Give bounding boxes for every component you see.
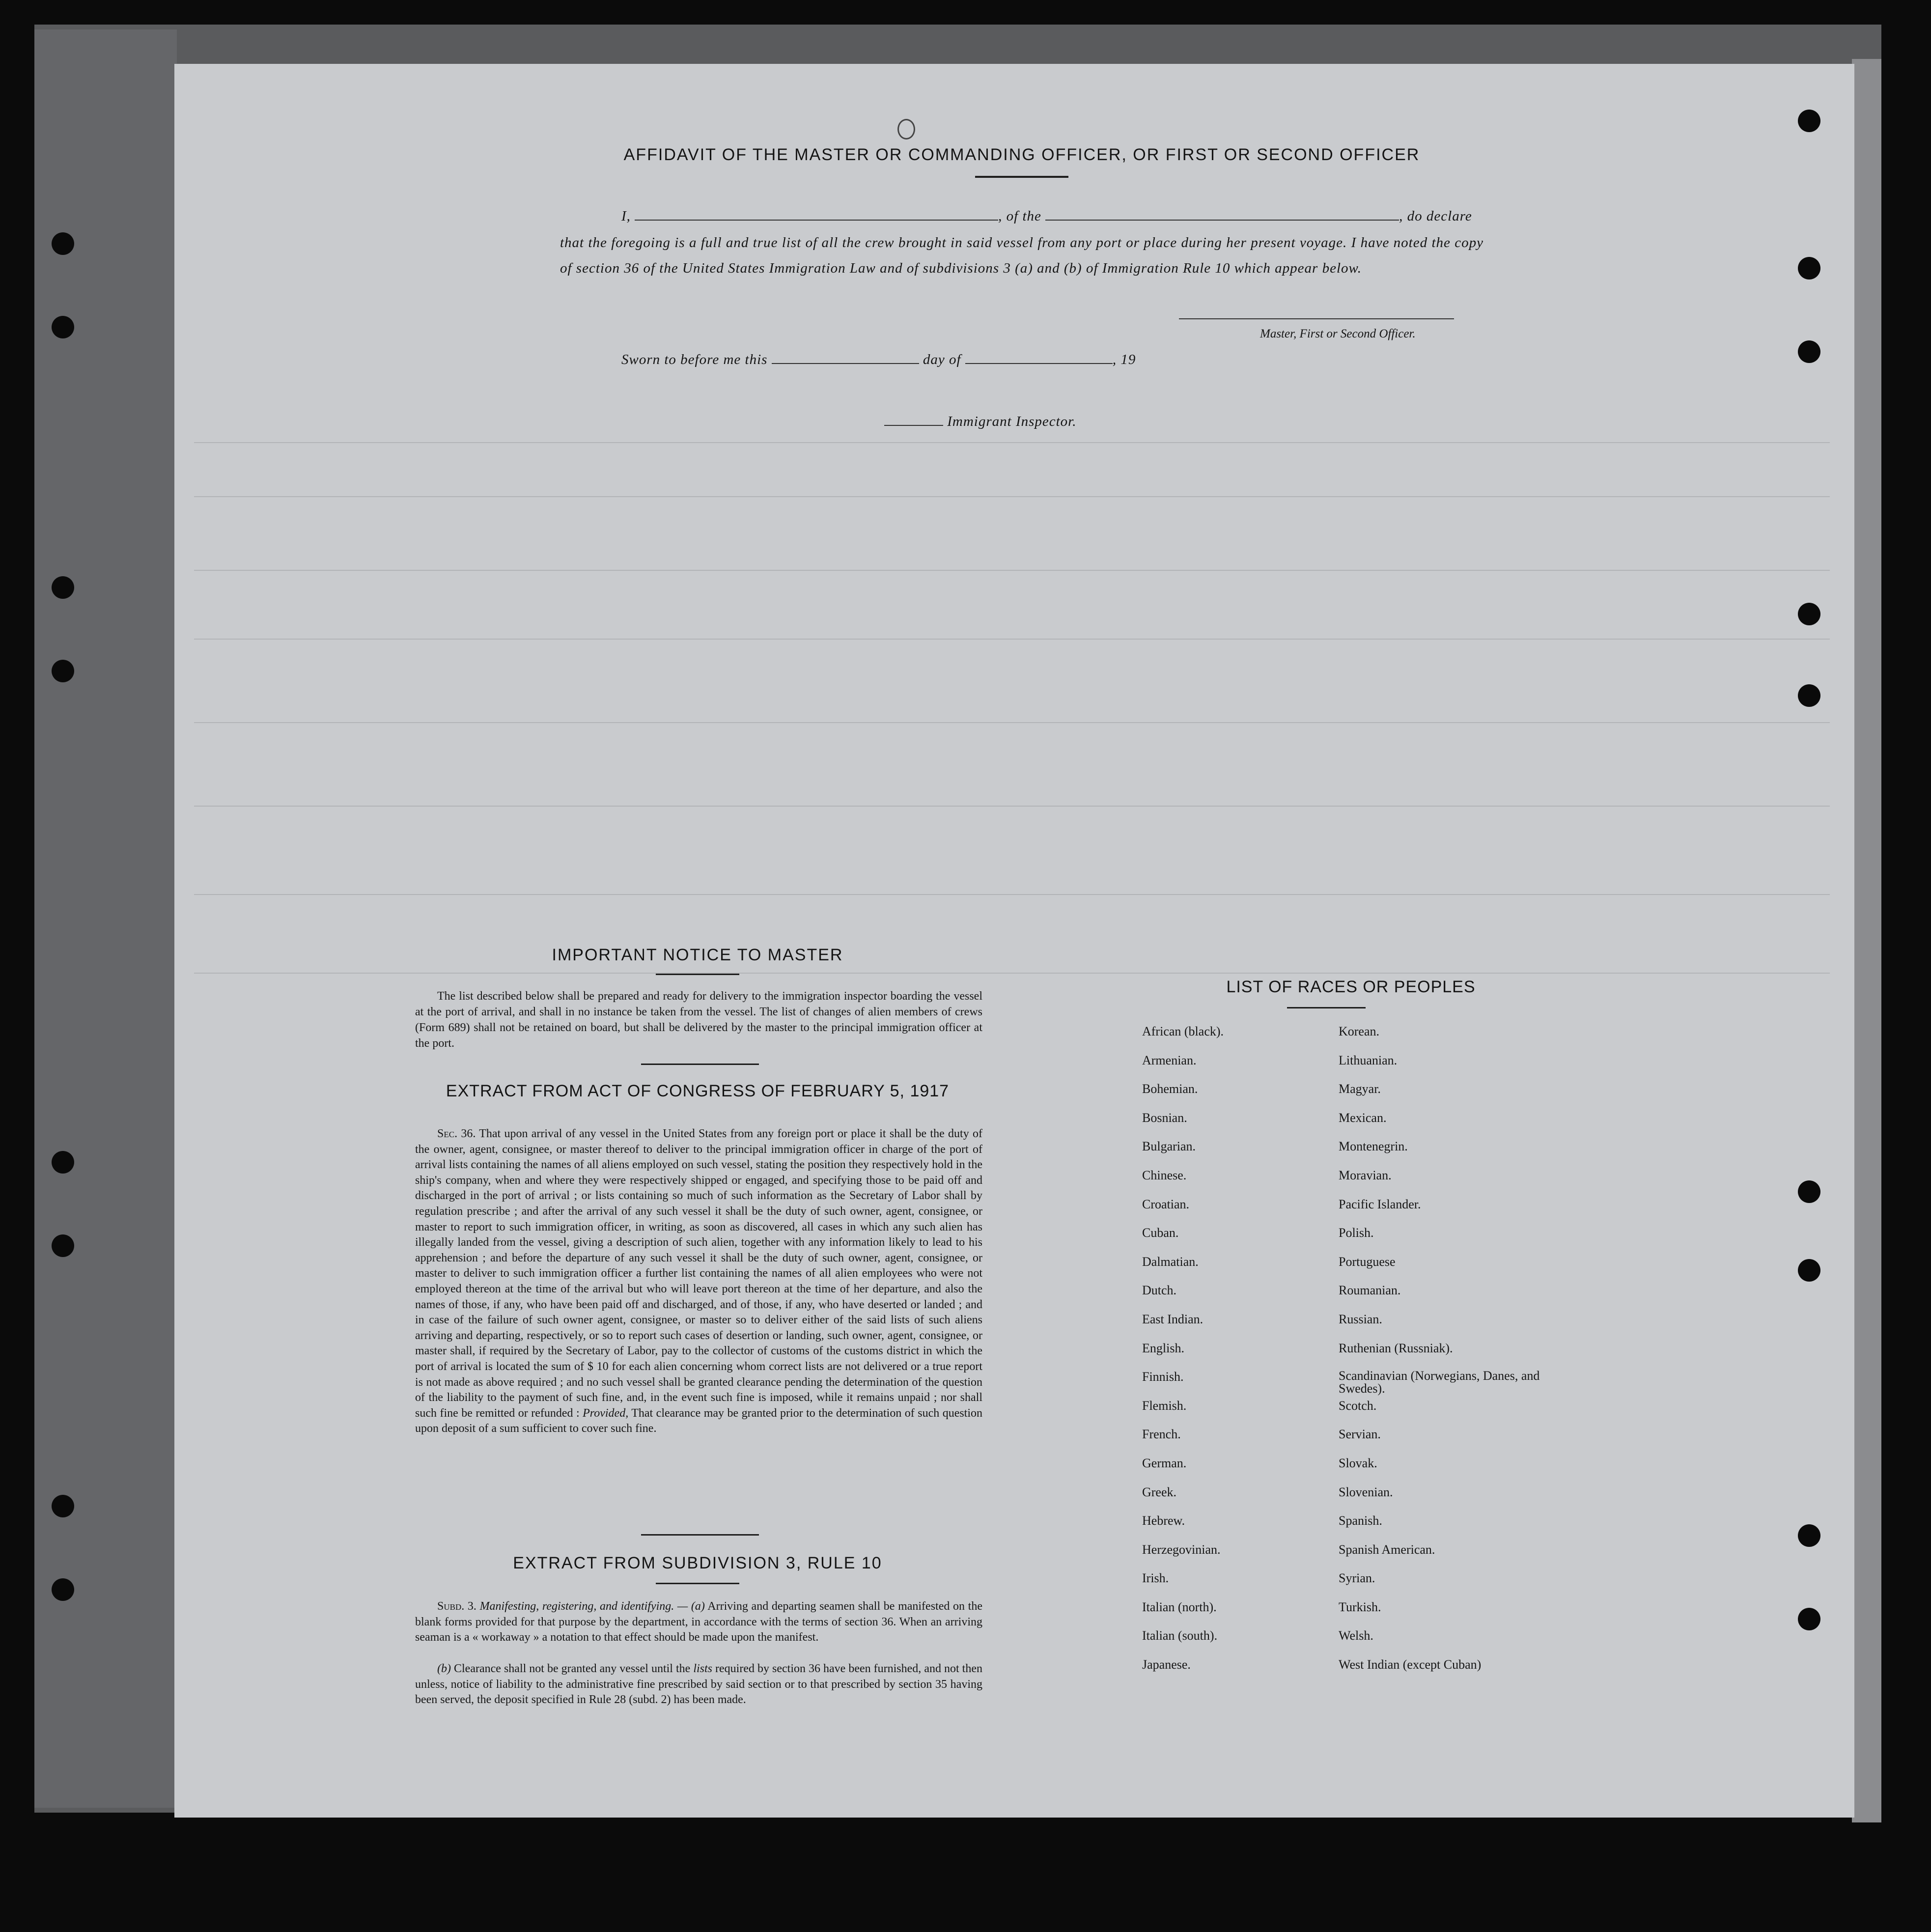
subd-text-b1: Clearance shall not be granted any vessel until the <box>454 1662 691 1675</box>
race-item: Welsh. <box>1339 1628 1373 1643</box>
races-list <box>1142 1024 1565 1686</box>
race-item: Herzegovinian. <box>1142 1542 1221 1557</box>
race-row <box>1142 1053 1565 1082</box>
race-item: German. <box>1142 1456 1187 1470</box>
binder-hole <box>1798 340 1820 363</box>
race-item: Spanish. <box>1339 1513 1382 1528</box>
rule-subd-a <box>415 1599 982 1646</box>
binder-hole <box>52 1495 74 1517</box>
race-item: Armenian. <box>1142 1053 1197 1067</box>
race-row <box>1142 1168 1565 1197</box>
race-item: Italian (south). <box>1142 1628 1218 1643</box>
race-item: Korean. <box>1339 1024 1380 1038</box>
race-row <box>1142 1513 1565 1542</box>
race-item: African (black). <box>1142 1024 1224 1038</box>
title-rule <box>975 176 1068 178</box>
affidavit-title: AFFIDAVIT OF THE MASTER OR COMMANDING OFFICER, OR FIRST OR SECOND OFFICER <box>623 145 1420 164</box>
race-item: Moravian. <box>1339 1168 1392 1182</box>
act-extract-title: EXTRACT FROM ACT OF CONGRESS OF FEBRUARY 5, 1917 <box>446 1082 950 1100</box>
sec-label: Sec. 36. <box>437 1127 476 1140</box>
binder-hole <box>1798 1180 1820 1203</box>
race-row <box>1142 1255 1565 1284</box>
sworn-month-field[interactable] <box>965 363 1113 364</box>
race-item: Turkish. <box>1339 1599 1381 1614</box>
race-item: Polish. <box>1339 1226 1374 1240</box>
race-row <box>1142 1456 1565 1485</box>
vessel-name-field[interactable] <box>1045 220 1399 221</box>
race-row <box>1142 1341 1565 1370</box>
race-item: Chinese. <box>1142 1168 1187 1182</box>
label-i: I, <box>621 208 631 224</box>
binder-hole <box>1798 684 1820 707</box>
binder-hole <box>52 576 74 599</box>
race-item: Dalmatian. <box>1142 1254 1199 1269</box>
race-item: Scotch. <box>1339 1398 1377 1413</box>
race-item: Magyar. <box>1339 1082 1381 1096</box>
officer-signature-field[interactable] <box>1179 318 1454 319</box>
binder-hole <box>1798 110 1820 132</box>
binder-hole <box>52 316 74 338</box>
show-through-line <box>194 496 1830 497</box>
label-of-the: , of the <box>998 208 1041 224</box>
race-row <box>1142 1283 1565 1312</box>
circle-mark <box>897 119 915 140</box>
sworn-prefix: Sworn to before me this <box>621 352 768 367</box>
race-item: Portuguese <box>1339 1254 1396 1269</box>
notice-text: The list described below shall be prepared and ready for delivery to the immigration inspector boarding the vessel at the port of arrival, and shall in no instance be taken from the vessel. The list of changes of alien members of crews (Form 689) shall not be retained on board, but shall be delivered by the master to the principal immigration officer at the port. <box>415 990 982 1050</box>
race-item: Scandinavian (Norwegians, Danes, and Swedes). <box>1339 1369 1540 1396</box>
binder-hole <box>52 660 74 682</box>
subd-text-a: Arriving and departing seamen shall be manifested on the blank forms provided for that purpose by the department, in accordance with the terms of section 36. When an arriving seaman is a « workaway » a notation to that effect should be made upon the manifest. <box>415 1600 982 1644</box>
underlying-page-edge <box>34 29 177 1808</box>
affidavit-statement: that the foregoing is a full and true list of all the crew brought in said vessel from any port or place during her present voyage. I have noted the copy of section 36 of the United States Immigration Law and of subdivisions 3 (a) and (b) of Immigration Rule 10 which appear below. <box>560 235 1483 276</box>
race-item: Ruthenian (Russniak). <box>1339 1341 1453 1355</box>
subd-heading: Manifesting, registering, and identifying. — (a) <box>479 1600 705 1613</box>
act-text-a: That upon arrival of any vessel in the United States from any foreign port or place it shall be the duty of the owner, agent, consignee, or master thereof to deliver to the principal immigration officer in charge of the port of arrival lists containing the names of all aliens employed on such vessel, stating the position they respectively hold in the ship's company, when and where they were respectively shipped or engaged, and specifying those to be paid off and discharged in the port of arrival ; or lists containing so much of such information as the Secretary of Labor shall by regulation prescribe ; and after the arrival of any such vessel it shall be the duty of such owner, agent, consignee, or master to report to such immigration officer, in writing, as soon as discovered, all cases in which any such alien has illegally landed from the vessel, giving a description of such alien, together with any information likely to lead to his apprehension ; and before the departure of any such vessel it shall be the duty of such owner, agent, consignee, or master to deliver to such immigration officer a further list containing the names of all alien employees who were not employed thereon at the time of the arrival but who will leave port thereon at the time of her departure, and also the names of those, if any, who have been paid off and discharged, and of those, if any, who have deserted or landed ; and in case of the failure of such owner agent, consignee, or master so to deliver either of the said lists of such aliens arriving and departing, respectively, or so to report such cases of desertion or landing, such owner, agent, consignee, or master shall, if required by the Secretary of Labor, pay to the collector of customs of the customs district in which the port of arrival is located the sum of $ 10 for each alien concerning whom correct lists are not delivered or a true report is not made as above required ; and no such vessel shall be granted clearance pending the determination of the question of the liability to the payment of such fine, and, in the event such fine is imposed, while it remains unpaid ; nor shall such fine be remitted or refunded : <box>415 1127 982 1420</box>
race-item: Italian (north). <box>1142 1599 1217 1614</box>
rule-extract-title: EXTRACT FROM SUBDIVISION 3, RULE 10 <box>513 1554 882 1572</box>
sworn-line <box>621 352 1136 368</box>
race-row <box>1142 1111 1565 1140</box>
race-item: Cuban. <box>1142 1226 1179 1240</box>
race-item: Finnish. <box>1142 1370 1184 1384</box>
act-text-b: That clearance may be granted prior to the determination of such question upon deposit of a sum sufficient to cover such fine. <box>415 1406 983 1435</box>
race-item: French. <box>1142 1427 1181 1442</box>
inspector-line <box>884 414 1077 430</box>
race-item: Slovak. <box>1339 1456 1377 1470</box>
race-row <box>1142 1427 1565 1456</box>
act-extract-text <box>415 1126 982 1437</box>
inspector-label: Immigrant Inspector. <box>947 414 1077 429</box>
race-item: Dutch. <box>1142 1283 1177 1298</box>
race-item: Mexican. <box>1339 1110 1387 1125</box>
race-item: Slovenian. <box>1339 1484 1393 1499</box>
binder-hole <box>1798 1524 1820 1547</box>
show-through-line <box>194 806 1830 807</box>
race-row <box>1142 1370 1565 1399</box>
binder-hole <box>1798 1608 1820 1630</box>
race-item: Bulgarian. <box>1142 1139 1196 1154</box>
signature-label: Master, First or Second Officer. <box>1260 327 1416 340</box>
race-row <box>1142 1628 1565 1657</box>
race-item: Hebrew. <box>1142 1513 1185 1528</box>
inspector-signature-field[interactable] <box>884 425 943 426</box>
binder-hole <box>1798 1259 1820 1282</box>
race-item: Pacific Islander. <box>1339 1197 1421 1211</box>
show-through-line <box>194 442 1830 443</box>
race-row <box>1142 1312 1565 1341</box>
sworn-day-of: day of <box>923 352 961 367</box>
notice-rule <box>656 974 739 975</box>
race-item: English. <box>1142 1341 1184 1355</box>
race-row <box>1142 1657 1565 1686</box>
act-divider <box>641 1534 759 1536</box>
notice-divider <box>641 1064 759 1065</box>
rule-subd-b <box>415 1661 982 1708</box>
subd-label: Subd. 3. <box>437 1600 476 1613</box>
race-item: Syrian. <box>1339 1571 1375 1586</box>
race-item: Flemish. <box>1142 1398 1187 1413</box>
sworn-day-field[interactable] <box>772 363 919 364</box>
lists-word: lists <box>693 1662 712 1675</box>
race-item: Bohemian. <box>1142 1082 1198 1096</box>
race-row <box>1142 1226 1565 1255</box>
race-item: Servian. <box>1339 1427 1381 1442</box>
affidavit-first-line <box>621 208 1472 224</box>
race-item: Spanish American. <box>1339 1542 1435 1557</box>
show-through-line <box>194 570 1830 571</box>
notice-title: IMPORTANT NOTICE TO MASTER <box>552 946 843 964</box>
show-through-line <box>194 639 1830 640</box>
binder-hole <box>52 1234 74 1257</box>
binder-hole <box>1798 257 1820 280</box>
provided-word: Provided, <box>583 1406 629 1420</box>
race-item: West Indian (except Cuban) <box>1339 1657 1482 1672</box>
show-through-line <box>194 894 1830 895</box>
race-item: Roumanian. <box>1339 1283 1401 1298</box>
race-item: Lithuanian. <box>1339 1053 1398 1067</box>
race-row <box>1142 1399 1565 1428</box>
race-row <box>1142 1024 1565 1053</box>
race-item: Greek. <box>1142 1484 1177 1499</box>
races-title: LIST OF RACES OR PEOPLES <box>1226 978 1476 996</box>
rule-extract-rule <box>656 1583 739 1584</box>
race-item: Russian. <box>1339 1312 1382 1326</box>
show-through-line <box>194 722 1830 723</box>
race-row <box>1142 1542 1565 1571</box>
race-row <box>1142 1571 1565 1600</box>
sworn-year: , 19 <box>1112 352 1136 367</box>
race-row <box>1142 1139 1565 1168</box>
races-rule <box>1287 1007 1366 1008</box>
race-item: East Indian. <box>1142 1312 1203 1326</box>
race-item: Irish. <box>1142 1571 1169 1586</box>
race-row <box>1142 1485 1565 1514</box>
race-item: Bosnian. <box>1142 1110 1187 1125</box>
binder-hole <box>52 1151 74 1174</box>
race-item: Montenegrin. <box>1339 1139 1408 1154</box>
subd-b-label: (b) <box>437 1662 451 1675</box>
show-through-line <box>194 973 1830 974</box>
subd-text-b2: required by section 36 have been furnished, and not then unless, notice of liability to the administrative fine prescribed by said section or to that prescribed by section 35 having been served, the deposit specified in Rule 28 (subd. 2) has been made. <box>415 1662 982 1707</box>
binder-hole <box>52 1578 74 1601</box>
label-do-declare: , do declare <box>1399 208 1472 224</box>
race-row <box>1142 1082 1565 1111</box>
binder-hole <box>1798 603 1820 625</box>
master-name-field[interactable] <box>635 220 998 221</box>
race-row <box>1142 1600 1565 1629</box>
race-item: Japanese. <box>1142 1657 1191 1672</box>
binder-hole <box>52 232 74 255</box>
race-item: Croatian. <box>1142 1197 1190 1211</box>
page-right-edge <box>1852 59 1881 1822</box>
race-row <box>1142 1197 1565 1226</box>
